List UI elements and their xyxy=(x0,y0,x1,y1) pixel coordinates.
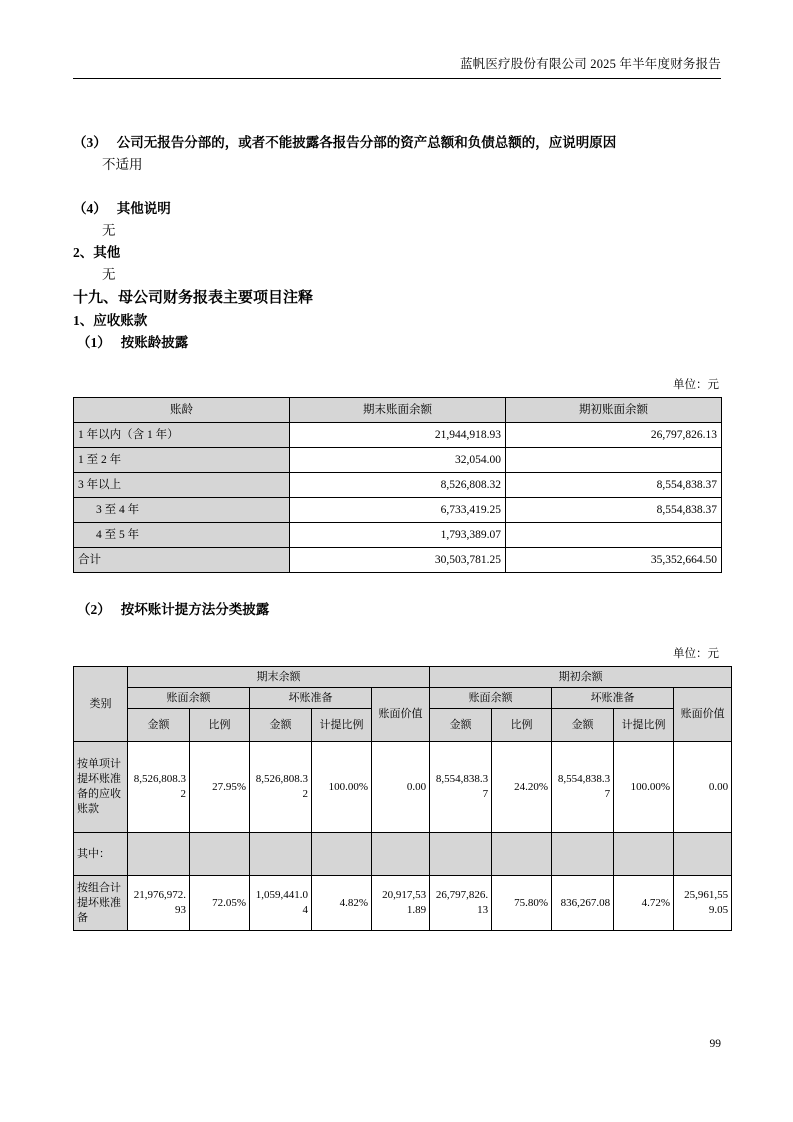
provision-beg-bad-amount xyxy=(552,833,614,876)
body-item-2-other: 无 xyxy=(102,267,116,282)
col-header-beg-book-balance: 账面余额 xyxy=(430,688,552,709)
running-header: 蓝帆医疗股份有限公司 2025 年半年度财务报告 xyxy=(459,57,721,71)
col-header-beg-bad-ratio: 计提比例 xyxy=(614,709,674,742)
table-row xyxy=(74,833,732,876)
provision-beg-bad-ratio: 100.00% xyxy=(614,742,674,833)
heading-item-3 xyxy=(73,132,721,154)
table-aging-header-row xyxy=(74,398,722,423)
col-header-beg-ratio: 比例 xyxy=(492,709,552,742)
provision-end-bad-amount: 8,526,808.32 xyxy=(250,742,312,833)
aging-label: 3 年以上 xyxy=(74,473,290,498)
col-header-end-book-value: 账面价值 xyxy=(372,688,430,742)
table-row xyxy=(74,498,722,523)
col-header-end-bad-ratio: 计提比例 xyxy=(312,709,372,742)
page-content xyxy=(73,132,729,931)
provision-beg-book-value: 0.00 xyxy=(674,742,732,833)
heading-sub-1 xyxy=(73,332,721,354)
col-header-end-bad-debt: 坏账准备 xyxy=(250,688,372,709)
heading-sub-2-number: （2） xyxy=(77,602,111,617)
provision-end-book-value xyxy=(372,833,430,876)
provision-beg-amount: 8,554,838.37 xyxy=(430,742,492,833)
unit-label-provision: 单位：元 xyxy=(673,648,719,660)
provision-beg-book-value xyxy=(674,833,732,876)
col-header-ending-balance: 期末账面余额 xyxy=(290,398,506,423)
provision-beg-bad-ratio: 4.72% xyxy=(614,876,674,931)
provision-beg-amount xyxy=(430,833,492,876)
aging-ending: 30,503,781.25 xyxy=(290,548,506,573)
aging-ending: 1,793,389.07 xyxy=(290,523,506,548)
table-row xyxy=(74,742,732,833)
provision-end-bad-ratio: 100.00% xyxy=(312,742,372,833)
table-row xyxy=(74,423,722,448)
provision-end-bad-ratio: 4.82% xyxy=(312,876,372,931)
aging-beginning xyxy=(506,523,722,548)
provision-beg-amount: 26,797,826.13 xyxy=(430,876,492,931)
provision-end-bad-ratio xyxy=(312,833,372,876)
aging-ending: 8,526,808.32 xyxy=(290,473,506,498)
aging-beginning xyxy=(506,448,722,473)
col-header-end-ratio: 比例 xyxy=(190,709,250,742)
aging-beginning: 26,797,826.13 xyxy=(506,423,722,448)
aging-beginning: 35,352,664.50 xyxy=(506,548,722,573)
provision-beg-ratio xyxy=(492,833,552,876)
provision-beg-book-value: 25,961,559.05 xyxy=(674,876,732,931)
table-aging-disclosure xyxy=(73,397,722,573)
provision-end-amount: 21,976,972.93 xyxy=(128,876,190,931)
provision-end-amount xyxy=(128,833,190,876)
col-header-end-bad-amount: 金额 xyxy=(250,709,312,742)
heading-item-2-other: 2、其他 xyxy=(73,245,121,260)
aging-label: 4 至 5 年 xyxy=(74,523,290,548)
provision-category: 按单项计提坏账准备的应收账款 xyxy=(74,742,128,833)
provision-beg-bad-amount: 836,267.08 xyxy=(552,876,614,931)
heading-item-3-text: 公司无报告分部的，或者不能披露各报告分部的资产总额和负债总额的，应说明原因 xyxy=(116,135,617,150)
aging-beginning: 8,554,838.37 xyxy=(506,498,722,523)
provision-end-ratio: 27.95% xyxy=(190,742,250,833)
provision-beg-ratio: 75.80% xyxy=(492,876,552,931)
table-row xyxy=(74,448,722,473)
col-header-beg-bad-debt: 坏账准备 xyxy=(552,688,674,709)
heading-item-4 xyxy=(73,198,721,220)
body-item-4: 无 xyxy=(102,223,116,238)
col-header-category: 类别 xyxy=(74,667,128,742)
header-rule xyxy=(73,78,721,79)
table-row xyxy=(74,523,722,548)
aging-label: 1 年以内（含 1 年） xyxy=(74,423,290,448)
heading-section-19: 十九、母公司财务报表主要项目注释 xyxy=(73,290,314,306)
aging-ending: 32,054.00 xyxy=(290,448,506,473)
table-row xyxy=(74,876,732,931)
table-row xyxy=(74,473,722,498)
aging-ending: 21,944,918.93 xyxy=(290,423,506,448)
provision-header-row-2 xyxy=(74,688,732,709)
provision-end-ratio: 72.05% xyxy=(190,876,250,931)
provision-header-row-1 xyxy=(74,667,732,688)
aging-label: 合计 xyxy=(74,548,290,573)
heading-item-4-number: （4） xyxy=(73,201,107,216)
col-header-beg-amount: 金额 xyxy=(430,709,492,742)
table-row-total xyxy=(74,548,722,573)
heading-sub-2 xyxy=(73,599,721,621)
provision-beg-bad-ratio xyxy=(614,833,674,876)
page-number: 99 xyxy=(709,1038,721,1050)
provision-category: 按组合计提坏账准备 xyxy=(74,876,128,931)
heading-sub-1-text: 按账龄披露 xyxy=(120,335,189,350)
provision-end-bad-amount: 1,059,441.04 xyxy=(250,876,312,931)
provision-beg-ratio: 24.20% xyxy=(492,742,552,833)
heading-receivables: 1、应收账款 xyxy=(73,313,148,328)
col-header-beg-book-value: 账面价值 xyxy=(674,688,732,742)
aging-label: 1 至 2 年 xyxy=(74,448,290,473)
aging-beginning: 8,554,838.37 xyxy=(506,473,722,498)
heading-item-4-text: 其他说明 xyxy=(116,201,171,216)
aging-label: 3 至 4 年 xyxy=(74,498,290,523)
provision-end-amount: 8,526,808.32 xyxy=(128,742,190,833)
body-item-3: 不适用 xyxy=(102,157,143,172)
provision-beg-bad-amount: 8,554,838.37 xyxy=(552,742,614,833)
col-header-group-beginning: 期初余额 xyxy=(430,667,732,688)
table-provision-disclosure xyxy=(73,666,732,931)
col-header-beg-bad-amount: 金额 xyxy=(552,709,614,742)
aging-ending: 6,733,419.25 xyxy=(290,498,506,523)
heading-sub-2-text: 按坏账计提方法分类披露 xyxy=(120,602,270,617)
col-header-aging: 账龄 xyxy=(74,398,290,423)
col-header-end-amount: 金额 xyxy=(128,709,190,742)
col-header-group-ending: 期末余额 xyxy=(128,667,430,688)
provision-category: 其中： xyxy=(74,833,128,876)
provision-end-ratio xyxy=(190,833,250,876)
col-header-end-book-balance: 账面余额 xyxy=(128,688,250,709)
provision-end-bad-amount xyxy=(250,833,312,876)
unit-label-aging: 单位：元 xyxy=(673,379,719,391)
provision-end-book-value: 20,917,531.89 xyxy=(372,876,430,931)
provision-end-book-value: 0.00 xyxy=(372,742,430,833)
heading-item-3-number: （3） xyxy=(73,135,107,150)
col-header-beginning-balance: 期初账面余额 xyxy=(506,398,722,423)
heading-sub-1-number: （1） xyxy=(77,335,111,350)
